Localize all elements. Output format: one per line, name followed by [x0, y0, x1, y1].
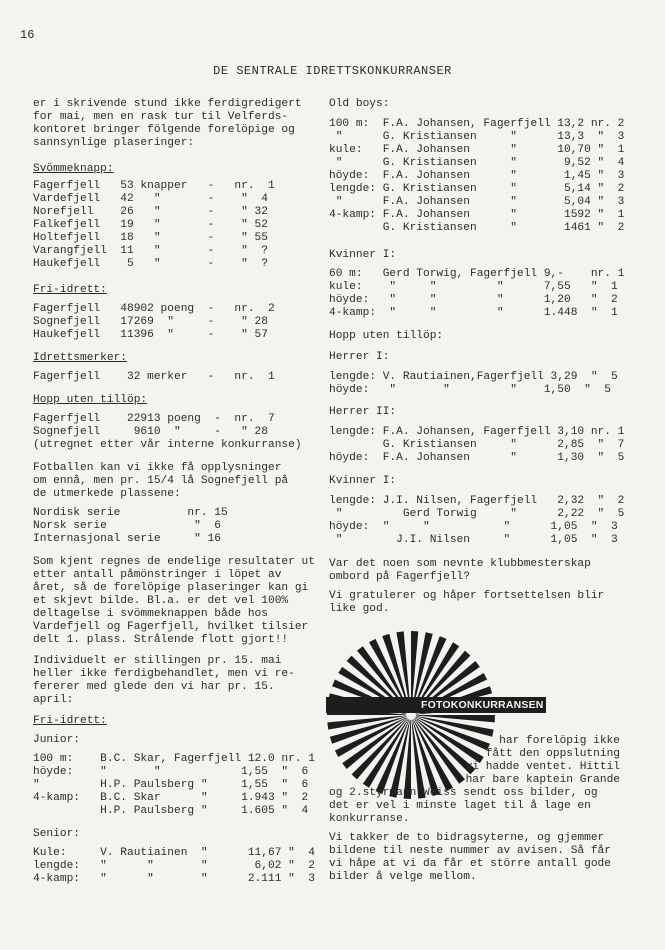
table-row: 60 m: Gerd Torwig, Fagerfjell 9,- nr. 1: [329, 268, 625, 280]
subheading: Junior:: [33, 734, 80, 746]
table-row: Fagerfjell 32 merker - nr. 1: [33, 371, 275, 383]
table-row: höyde: F.A. Johansen " 1,45 " 3: [329, 170, 625, 182]
table-row: 100 m: B.C. Skar, Fagerfjell 12.0 nr. 1: [33, 753, 315, 765]
table-row: G. Kristiansen " 1461 " 2: [329, 222, 625, 234]
table-row: Sognefjell 9610 " - " 28: [33, 426, 268, 438]
text-line: et skjevt bilde. Bl.a. er det vel 100%: [33, 595, 289, 607]
table-row: Varangfjell 11 " - " ?: [33, 245, 268, 257]
right-column: [329, 98, 624, 616]
table-row: höyde: " " " 1,05 " 3: [329, 521, 618, 533]
foto-intro: [454, 735, 620, 787]
table-row: lengde: G. Kristiansen " 5,14 " 2: [329, 183, 625, 195]
text-line: (utregnet etter vår interne konkurranse): [33, 439, 302, 451]
subheading: Senior:: [33, 828, 80, 840]
foto-body: [329, 787, 611, 884]
table-row: lengde: F.A. Johansen, Fagerfjell 3,10 nr. 1: [329, 426, 625, 438]
page-number: 16: [20, 28, 35, 42]
left-column: [33, 98, 315, 886]
text-line: Fotballen kan vi ikke få opplysninger: [33, 462, 282, 474]
sunburst-ray: [411, 715, 495, 722]
table-row: H.P. Paulsberg " 1.605 " 4: [33, 805, 309, 817]
table-row: Sognefjell 17269 " - " 28: [33, 316, 268, 328]
table-row: G. Kristiansen " 2,85 " 7: [329, 439, 625, 451]
table-row: Haukefjell 11396 " - " 57: [33, 329, 268, 341]
text-line: for mai, men en rask tur til Velferds-: [33, 111, 289, 123]
text-line: sannsynlige plaseringer:: [33, 137, 195, 149]
table-row: höyde: " " " 1,50 " 5: [329, 384, 611, 396]
table-row: 4-kamp: B.C. Skar " 1.943 " 2: [33, 792, 309, 804]
text-line: ombord på Fagerfjell?: [329, 571, 470, 583]
section-heading: Fri-idrett:: [33, 284, 107, 296]
table-row: " F.A. Johansen " 5,04 " 3: [329, 196, 625, 208]
text-line: har forelöpig ikke: [499, 735, 620, 747]
text-line: det er vel i minste laget til å lage en: [329, 800, 591, 812]
text-line: vi håpe at vi da får et större antall gode: [329, 858, 611, 870]
table-row: kule: F.A. Johansen " 10,70 " 1: [329, 144, 625, 156]
text-line: Vardefjell og Fagerfjell, hvilket tilsier: [33, 621, 309, 633]
text-line: året, så de forelöpige plaseringer kan gi: [33, 582, 309, 594]
table-row: Fagerfjell 22913 poeng - nr. 7: [33, 413, 275, 425]
text-line: deltagelse i svömmeknappen både hos: [33, 608, 268, 620]
text-line: etter antall påmönstringer i löpet av: [33, 569, 282, 581]
subheading: Hopp uten tillöp:: [329, 330, 444, 342]
text-line: har bare kaptein Grande: [465, 774, 620, 786]
text-line: like god.: [329, 603, 390, 615]
table-row: " G. Kristiansen " 13,3 " 3: [329, 131, 625, 143]
table-row: kule: " " " 7,55 " 1: [329, 281, 618, 293]
text-line: heller ikke ferdigbehandlet, men vi re-: [33, 668, 295, 680]
subheading: Old boys:: [329, 98, 390, 110]
table-row: lengde: J.I. Nilsen, Fagerfjell 2,32 " 2: [329, 495, 625, 507]
table-row: Vardefjell 42 " - " 4: [33, 193, 268, 205]
table-row: höyde: " " 1,55 " 6: [33, 766, 309, 778]
section-heading: Hopp uten tillöp:: [33, 394, 148, 406]
table-row: lengde: V. Rautiainen,Fagerfjell 3,29 " 5: [329, 371, 618, 383]
table-row: Norsk serie " 6: [33, 520, 221, 532]
text-line: Vi takker de to bidragsyterne, og gjemmer: [329, 832, 605, 844]
text-line: vi hadde ventet. Hittil: [465, 761, 620, 773]
section-heading: Svömmeknapp:: [33, 163, 114, 175]
table-row: " J.I. Nilsen " 1,05 " 3: [329, 534, 618, 546]
subheading: Herrer I:: [329, 351, 390, 363]
text-line: bildene til neste nummer av avisen. Så får: [329, 845, 611, 857]
table-row: 4-kamp: F.A. Johansen " 1592 " 1: [329, 209, 625, 221]
table-row: höyde: F.A. Johansen " 1,30 " 5: [329, 452, 625, 464]
text-line: konkurranse.: [329, 813, 410, 825]
text-line: de utmerkede plassene:: [33, 488, 181, 500]
table-row: Holtefjell 18 " - " 55: [33, 232, 268, 244]
table-row: Haukefjell 5 " - " ?: [33, 258, 268, 270]
text-line: kontoret bringer fölgende forelöpige og: [33, 124, 295, 136]
text-line: Individuelt er stillingen pr. 15. mai: [33, 655, 282, 667]
table-row: " H.P. Paulsberg " 1,55 " 6: [33, 779, 309, 791]
fotokonkurransen-banner: FOTOKONKURRANSEN: [326, 697, 546, 713]
page-title: DE SENTRALE IDRETTSKONKURRANSER: [213, 64, 452, 78]
text-line: fererer med glede den vi har pr. 15.: [33, 681, 275, 693]
text-line: Var det noen som nevnte klubbmesterskap: [329, 558, 591, 570]
text-line: om ennå, men pr. 15/4 lå Sognefjell på: [33, 475, 289, 487]
text-line: april:: [33, 694, 74, 706]
table-row: 4-kamp: " " " 2.111 " 3: [33, 873, 315, 885]
subheading: Herrer II:: [329, 406, 397, 418]
text-line: Vi gratulerer og håper fortsettelsen blir: [329, 590, 605, 602]
section-heading: Fri-idrett:: [33, 715, 107, 727]
table-row: Fagerfjell 48902 poeng - nr. 2: [33, 303, 275, 315]
table-row: Internasjonal serie " 16: [33, 533, 221, 545]
table-row: 4-kamp: " " " 1.448 " 1: [329, 307, 618, 319]
text-line: bilder å velge mellom.: [329, 871, 477, 883]
table-row: Fagerfjell 53 knapper - nr. 1: [33, 180, 275, 192]
text-line: og 2.styrmann Weiss sendt oss bilder, og: [329, 787, 598, 799]
table-row: " Gerd Torwig " 2,22 " 5: [329, 508, 625, 520]
text-line: er i skrivende stund ikke ferdigredigert: [33, 98, 302, 110]
subheading: Kvinner I:: [329, 475, 397, 487]
table-row: höyde: " " " 1,20 " 2: [329, 294, 618, 306]
table-row: Nordisk serie nr. 15: [33, 507, 228, 519]
table-row: 100 m: F.A. Johansen, Fagerfjell 13,2 nr. 2: [329, 118, 625, 130]
table-row: Falkefjell 19 " - " 52: [33, 219, 268, 231]
table-row: lengde: " " " 6,02 " 2: [33, 860, 315, 872]
section-heading: Idrettsmerker:: [33, 352, 127, 364]
subheading: Kvinner I:: [329, 249, 397, 261]
text-line: delt 1. plass. Strålende flott gjort!!: [33, 634, 289, 646]
table-row: " G. Kristiansen " 9,52 " 4: [329, 157, 625, 169]
table-row: Norefjell 26 " - " 32: [33, 206, 268, 218]
text-line: Som kjent regnes de endelige resultater ut: [33, 556, 315, 568]
text-line: fått den oppslutning: [485, 748, 620, 760]
table-row: Kule: V. Rautiainen " 11,67 " 4: [33, 847, 315, 859]
